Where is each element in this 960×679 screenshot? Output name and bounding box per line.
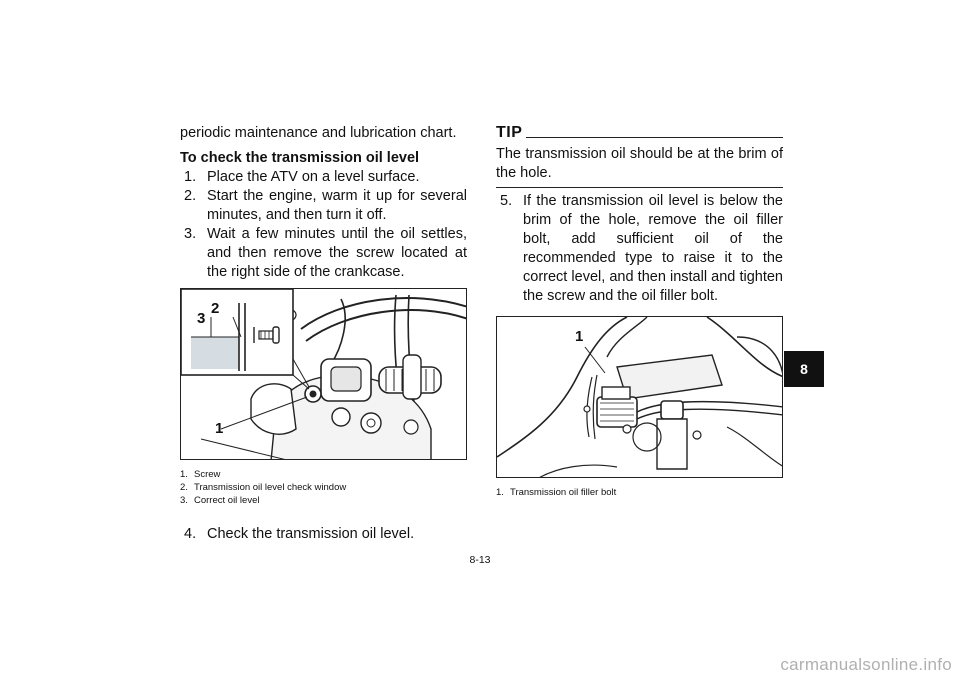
- step-number: 4.: [184, 526, 197, 542]
- section-heading: To check the transmission oil level: [180, 150, 420, 166]
- caption-item: [180, 481, 467, 494]
- caption-number: 3.: [180, 495, 188, 506]
- step-number: 2.: [184, 188, 197, 204]
- step-number: 5.: [500, 193, 513, 209]
- step-2: [180, 187, 467, 225]
- right-column: [496, 124, 783, 499]
- oil-filler-drawing: [497, 317, 783, 478]
- step-text: Start the engine, warm it up for several minutes, and then turn it off.: [207, 188, 467, 223]
- step-text: Place the ATV on a level surface.: [207, 169, 420, 185]
- step-1: [180, 168, 467, 187]
- crankcase-drawing: [181, 289, 467, 460]
- tip-text: The transmission oil should be at the brim of the hole.: [496, 142, 783, 188]
- callout-1: 1: [215, 420, 224, 437]
- caption-text: Screw: [194, 469, 221, 480]
- step-text: Check the transmission oil level.: [207, 526, 415, 542]
- chapter-tab: 8: [784, 351, 824, 387]
- callout-2: 2: [211, 300, 220, 317]
- caption-number: 2.: [180, 482, 188, 493]
- caption-text: Transmission oil level check window: [194, 482, 347, 493]
- step-4: [180, 525, 467, 544]
- caption-item: [496, 486, 783, 499]
- step-3: [180, 225, 467, 282]
- watermark: carmanualsonline.info: [780, 655, 952, 674]
- caption-text: Correct oil level: [194, 495, 260, 506]
- caption-number: 1.: [180, 469, 188, 480]
- step-number: 1.: [184, 169, 197, 185]
- step-5: [496, 192, 783, 306]
- crankcase-illustration: [180, 288, 467, 460]
- callout-1: 1: [575, 328, 584, 345]
- intro-text: periodic maintenance and lubrication chart.: [180, 125, 457, 141]
- caption-item: [180, 494, 467, 507]
- oil-filler-illustration: [496, 316, 783, 478]
- left-column: [180, 124, 467, 544]
- caption-number: 1.: [496, 487, 504, 498]
- step-number: 3.: [184, 226, 197, 242]
- left-figure-captions: [180, 468, 467, 507]
- tip-rule: [526, 137, 783, 138]
- step-text: If the transmission oil level is below the brim of the hole, remove the oil filler bolt, add sufficient oil of the recommended type to raise it to the correct level, and then install and tighten the screw and the oil filler bolt.: [523, 193, 783, 304]
- caption-item: [180, 468, 467, 481]
- step-text: Wait a few minutes until the oil settles, and then remove the screw located at the right side of the crankcase.: [207, 226, 467, 280]
- tip-title: TIP: [496, 124, 523, 141]
- tip-header: [496, 124, 783, 142]
- callout-3: 3: [197, 310, 206, 327]
- right-figure-captions: [496, 486, 783, 499]
- caption-text: Transmission oil filler bolt: [510, 487, 617, 498]
- page-number: 8-13: [469, 554, 491, 566]
